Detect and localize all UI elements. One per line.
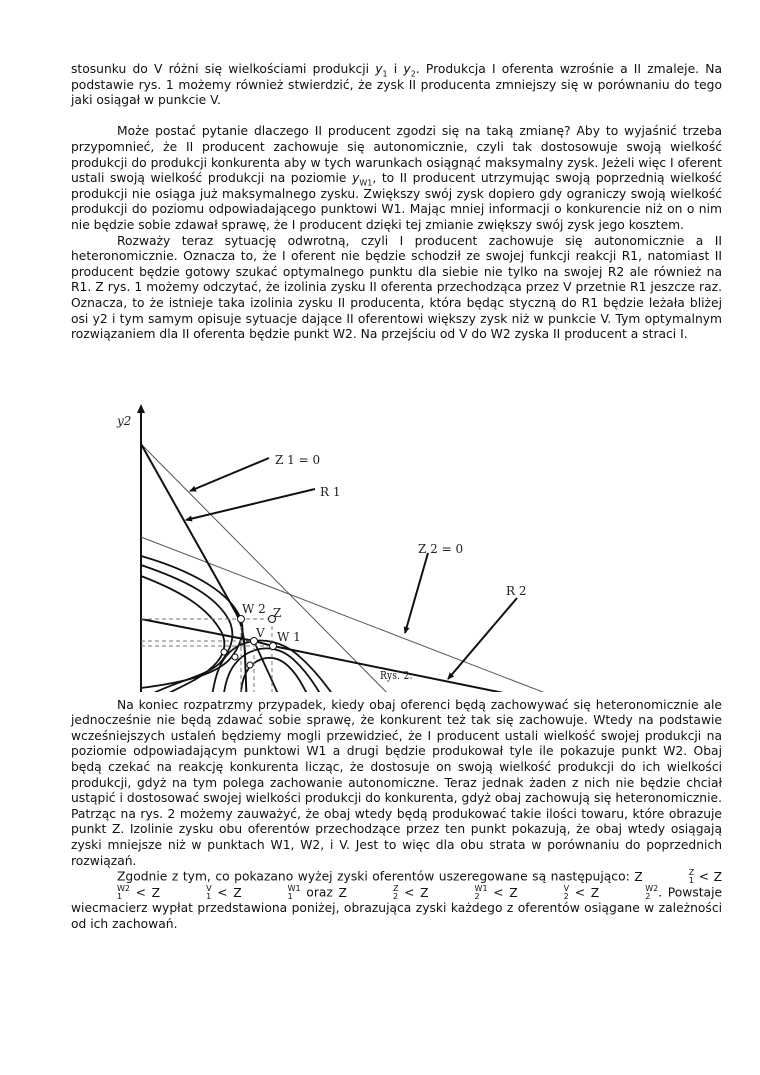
point-w2 (238, 615, 245, 622)
math-symbol: Z W1 2 (420, 884, 488, 902)
arrow-r2 (448, 598, 517, 679)
math-symbol: $y_1$ (375, 62, 388, 79)
zero-profit-line-z1 (141, 444, 405, 692)
paragraph-gap (71, 109, 722, 125)
paragraph-p5: Zgodnie z tym, co pokazano wyżej zyski oferentów uszeregowane są następująco: Z Z 1 < Z W2 1 < Z V 1 < Z W1 1 oraz Z Z 2 < Z W1 2 < Z V 2 < Z W2 2 . Powstaje wiecmacierz wypłat przedstawiona poniżej, obrazująca zyski każdego z oferentów osiągane w zależności od ich zachowań. (71, 868, 723, 931)
arrow-z2 (405, 553, 428, 633)
point-intersection (232, 654, 238, 660)
arrow-r1 (186, 489, 315, 520)
label-v: V (256, 625, 265, 640)
paragraph-p2: Może postać pytanie dlaczego II producent zgodzi się na taką zmianę? Aby to wyjaśnić trzeba przypomnieć, że II producent zachowuje się autonomicznie, czyli tak dostosowuje swoją wielkość produkcji do produkcji konkurenta aby w tych warunkach osiągnąć maksymalny zysk. Jeżeli więc I oferent ustali swoją wielkość produkcji na poziomie $y_{W1}$, to II producent utrzymując swoją poprzednią wielkość produkcji nie osiąga już maksymalnego zysku. Zwiększy swój zysk dopiero gdy ograniczy swoją wielkość produkcji do poziomu odpowiadającego punktowi W1. Mając mniej informacji o konkurencie niż on o nim nie będzie sobie zdawał sprawę, że I producent dzięki tej zmianie zwiększy swój zysk jego kosztem. (71, 124, 722, 232)
point-intersection (221, 649, 227, 655)
label-z: Z (273, 605, 282, 620)
math-symbol: Z Z 2 (338, 884, 399, 902)
point-w1 (270, 642, 277, 649)
math-symbol: Z V 1 (151, 884, 212, 902)
math-symbol: Z W1 1 (233, 884, 301, 902)
point-intersection (247, 662, 253, 668)
label-z2-zero: Z 2 = 0 (418, 541, 464, 556)
label-z1-zero: Z 1 = 0 (275, 452, 321, 467)
arrow-z1 (190, 458, 269, 491)
duopoly-diagram (71, 344, 722, 692)
math-symbol: Z W2 2 (590, 884, 659, 902)
label-r2: R 2 (506, 583, 527, 598)
reaction-function-r1 (141, 444, 247, 692)
y-axis-label: y2 (117, 413, 132, 428)
figure-caption: Rys. 2. (380, 668, 413, 682)
text-block-bottom (71, 698, 722, 933)
math-symbol: $y_{W1}$ (352, 171, 373, 188)
math-symbol: Z V 2 (509, 884, 570, 902)
math-symbol: Z W2 1 (117, 869, 722, 902)
math-symbol: Z Z 1 (634, 868, 695, 886)
paragraph-p1: stosunku do V różni się wielkościami produkcji $y_1$ i $y_2$. Produkcja I oferenta wzrośnie a II zmaleje. Na podstawie rys. 1 możemy również stwierdzić, że zysk II producenta zmniejszy się w porównaniu do tego jaki osiągał w punkcie V. (71, 62, 722, 108)
paragraph-p4: Na koniec rozpatrzmy przypadek, kiedy obaj oferenci będą zachowywać się heteronomicznie ale jednocześnie nie będą zdawać sobie sprawę, że konkurent też tak się zachowuje. Wtedy na podstawie wcześniejszych ustaleń będziemy mogli przewidzieć, że I producent ustali wielkość swojej produkcji na poziomie odpowiadającym punktowi W1 a drugi będzie produkował tyle ile pokazuje punkt W2. Obaj będą czekać na reakcję konkurenta licząc, że dostosuje on swoją wielkość produkcji do ich wielkości produkcji, gdyż na tym polega zachowanie autonomiczne. Teraz jednak żaden z nich nie będzie chciał ustąpić i dostosować swojej wielkości produkcji do konkurenta, gdyż obaj zachowują się heteronomicznie. Patrząc na rys. 2 możemy zauważyć, że obaj wtedy będą produkować takie ilości towaru, które obrazuje punkt Z. Izolinie zysku obu oferentów przechodzące przez ten punkt pokazują, że obaj wtedy osiągają zyski mniejsze niż w punktach W1, W2, i V. Jest to więc dla obu strata w porównaniu do poprzednich rozwiązań. (71, 697, 722, 868)
text-block-top (71, 62, 722, 343)
label-w2: W 2 (242, 601, 266, 616)
document-page (71, 62, 722, 933)
label-r1: R 1 (320, 484, 341, 499)
label-w1: W 1 (277, 629, 301, 644)
math-symbol: $y_2$ (403, 62, 416, 79)
figure-rys-2 (71, 344, 722, 692)
paragraph-p3: Rozważy teraz sytuację odwrotną, czyli I producent zachowuje się autonomicznie a II heteronomicznie. Oznacza to, że I oferent nie będzie schodził ze swojej funkcji reakcji R1, natomiast II producent będzie gotowy szukać optymalnego punktu dla siebie nie tylko na swojej R2 ale również na R1. Z rys. 1 możemy odczytać, że izolinia zysku II oferenta przechodząca przez V przetnie R1 jeszcze raz. Oznacza, to że istnieje taka izolinia zysku II producenta, która będąc styczną do R1 będzie leżała bliżej osi y2 i tym samym opisuje sytuacje dające II oferentowi większy zysk niż w punkcie V. Tym optymalnym rozwiązaniem dla II oferenta będzie punkt W2. Na przejściu od V do W2 zyska II producent a straci I. (71, 233, 722, 342)
y-axis-arrow-icon (137, 404, 145, 413)
